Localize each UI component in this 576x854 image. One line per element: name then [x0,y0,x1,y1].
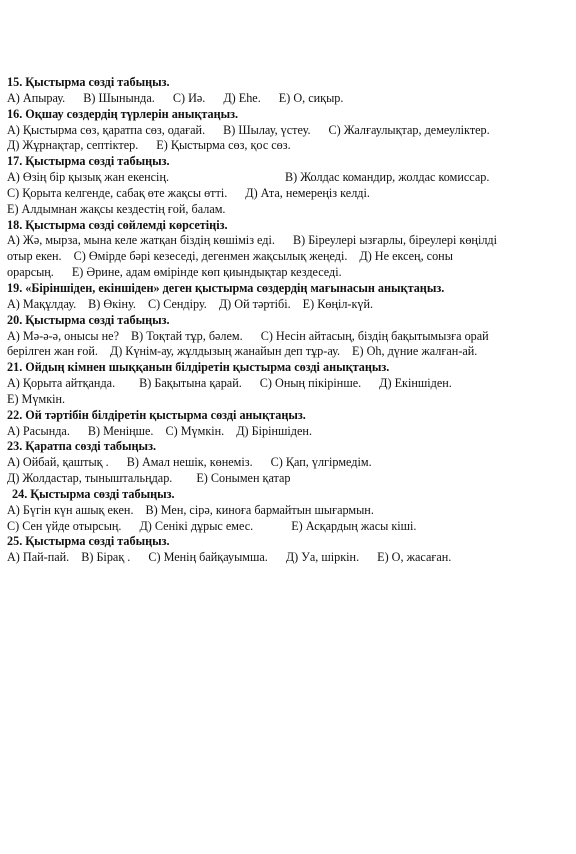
option-e: E) О, сиқыр. [278,90,344,105]
question-23-options-line-1 [7,455,576,471]
question-22-title: 22. Ой тәртібін білдіретін қыстырма сөзді анықтаңыз. [7,407,306,422]
option-d: Д) Не ексең, соны [359,249,453,264]
option-b: B) Біреулері ызғарлы, біреулері көңілді [292,233,498,248]
question-18-options-line-1 [7,233,576,249]
question-17-options-line-3 [7,202,576,218]
test-document [7,75,576,566]
option-a: A) Пай-пай. [7,550,70,565]
option-b: B) Өкіну. [88,296,136,311]
option-b: B) Шынында. [83,90,155,105]
option-a: A) Мә-ә-ә, онысы не? [7,328,119,343]
option-e: E) Көңіл-күй. [302,296,374,311]
question-21-title: 21. Ойдың кімнен шыққанын білдіретін қыстырма сөзді анықтаңыз. [7,360,390,375]
question-25-options [7,550,576,566]
option-b-continued: отыр екен. [7,249,62,264]
option-d-continued: орарсың. [7,265,54,280]
question-20-options-line-1 [7,329,576,345]
option-c: C) Қорыта келгенде, сабақ өте жақсы өтті. [7,185,228,200]
option-b: B) Бақытына қарай. [139,376,242,391]
option-e: E) Оһ, дүние жалған-ай. [352,344,478,359]
option-c-continued: берілген жан ғой. [7,344,98,359]
question-16-options-line-1 [7,123,576,139]
question-17-options-line-1 [7,170,576,186]
option-a: A) Жә, мырза, мына келе жатқан біздің көшіміз еді. [7,233,275,248]
option-c: C) Иә. [172,90,206,105]
option-c: C) Жалғаулықтар, демеуліктер. [328,122,490,137]
option-c: C) Менің байқауымша. [148,550,268,565]
option-a: A) Мақұлдау. [7,296,77,311]
option-b: B) Мен, сірә, киноға бармайтын шығармын. [145,502,374,517]
option-b: B) Амал нешік, көнеміз. [126,455,253,470]
option-d: Д) Ой тәртібі. [218,296,291,311]
option-c: C) Өмірде бәрі кезеседі, дегенмен жақсылық жеңеді. [73,249,348,264]
question-23-title: 23. Қаратпа сөзді табыңыз. [7,439,157,454]
option-d: Д) Ата, немереңіз келді. [245,185,370,200]
option-a: A) Ойбай, қаштық . [7,455,109,470]
question-21-options-line-2 [7,392,576,408]
option-c: C) Сендіру. [147,296,207,311]
question-15-options [7,91,576,107]
question-17-options-line-2 [7,186,576,202]
option-a: A) Өзің бір қызық жан екенсің. [7,170,170,185]
question-18-options-line-3 [7,265,576,281]
option-c: C) Несін айтасың, біздің бақытымызға орай [260,328,489,343]
question-22-options [7,424,576,440]
question-16-title: 16. Оқшау сөздердің түрлерін анықтаңыз. [7,106,239,121]
question-20-title: 20. Қыстырма сөзді табыңыз. [7,312,170,327]
option-b: B) Жолдас командир, жолдас комиссар. [285,170,490,185]
question-19-title: 19. «Біріншіден, екіншіден» деген қыстырма сөздердің мағынасын анықтаңыз. [7,280,445,295]
question-23-options-line-2 [7,471,576,487]
option-e: E) Сонымен қатар [196,471,291,486]
question-17-title: 17. Қыстырма сөзді табыңыз. [7,154,170,169]
question-25-title: 25. Қыстырма сөзді табыңыз. [7,534,170,549]
option-c: C) Сен үйде отырсың. [7,518,122,533]
question-15-title: 15. Қыстырма сөзді табыңыз. [7,75,170,89]
option-b: B) Меніңше. [87,423,154,438]
option-d: Д) Жолдастар, тыныштальңдар. [7,471,173,486]
option-e: E) Асқардың жасы кіші. [291,518,417,533]
question-18-title: 18. Қыстырма сөзді сөйлемді көрсетіңіз. [7,217,228,232]
question-24-title: 24. Қыстырма сөзді табыңыз. [12,486,175,501]
option-e: E) О, жасаған. [377,550,452,565]
option-e: E) Әрине, адам өмірінде көп қиындықтар кездеседі. [71,265,342,280]
option-a: A) Бүгін күн ашық екен. [7,502,134,517]
option-c: C) Оның пікірінше. [259,376,362,391]
option-a: A) Апырау. [7,90,66,105]
option-d: Д) Сенікі дұрыс емес. [139,518,254,533]
option-a: A) Қорыта айтқанда. [7,376,116,391]
question-24-options-line-1 [7,503,576,519]
option-a: A) Қыстырма сөз, қаратпа сөз, одағай. [7,122,206,137]
option-d: Д) Уа, шіркін. [285,550,360,565]
option-b: B) Бірақ . [81,550,131,565]
option-b: B) Шылау, үстеу. [223,122,311,137]
option-e: E) Мүмкін. [7,391,66,406]
option-d: Д) Жұрнақтар, септіктер. [7,138,139,153]
question-18-options-line-2 [7,249,576,265]
question-16-options-line-2 [7,138,576,154]
question-20-options-line-2 [7,344,576,360]
option-c: C) Қап, үлгірмедім. [270,455,372,470]
option-b: B) Тоқтай тұр, бәлем. [130,328,243,343]
option-d: Д) Күнім-ау, жұлдызың жанайын деп тұр-ау. [109,344,341,359]
option-d: Д) Екіншіден. [379,376,452,391]
option-c: C) Мүмкін. [165,423,225,438]
option-a: A) Расында. [7,423,70,438]
question-19-options [7,297,576,313]
option-d: Д) Біріншіден. [236,423,312,438]
option-d: Д) Еһе. [223,90,261,105]
option-e: E) Қыстырма сөз, қос сөз. [156,138,291,153]
question-21-options-line-1 [7,376,576,392]
question-24-options-line-2 [7,519,576,535]
option-e: E) Алдымнан жақсы кездестің ғой, балам. [7,201,226,216]
